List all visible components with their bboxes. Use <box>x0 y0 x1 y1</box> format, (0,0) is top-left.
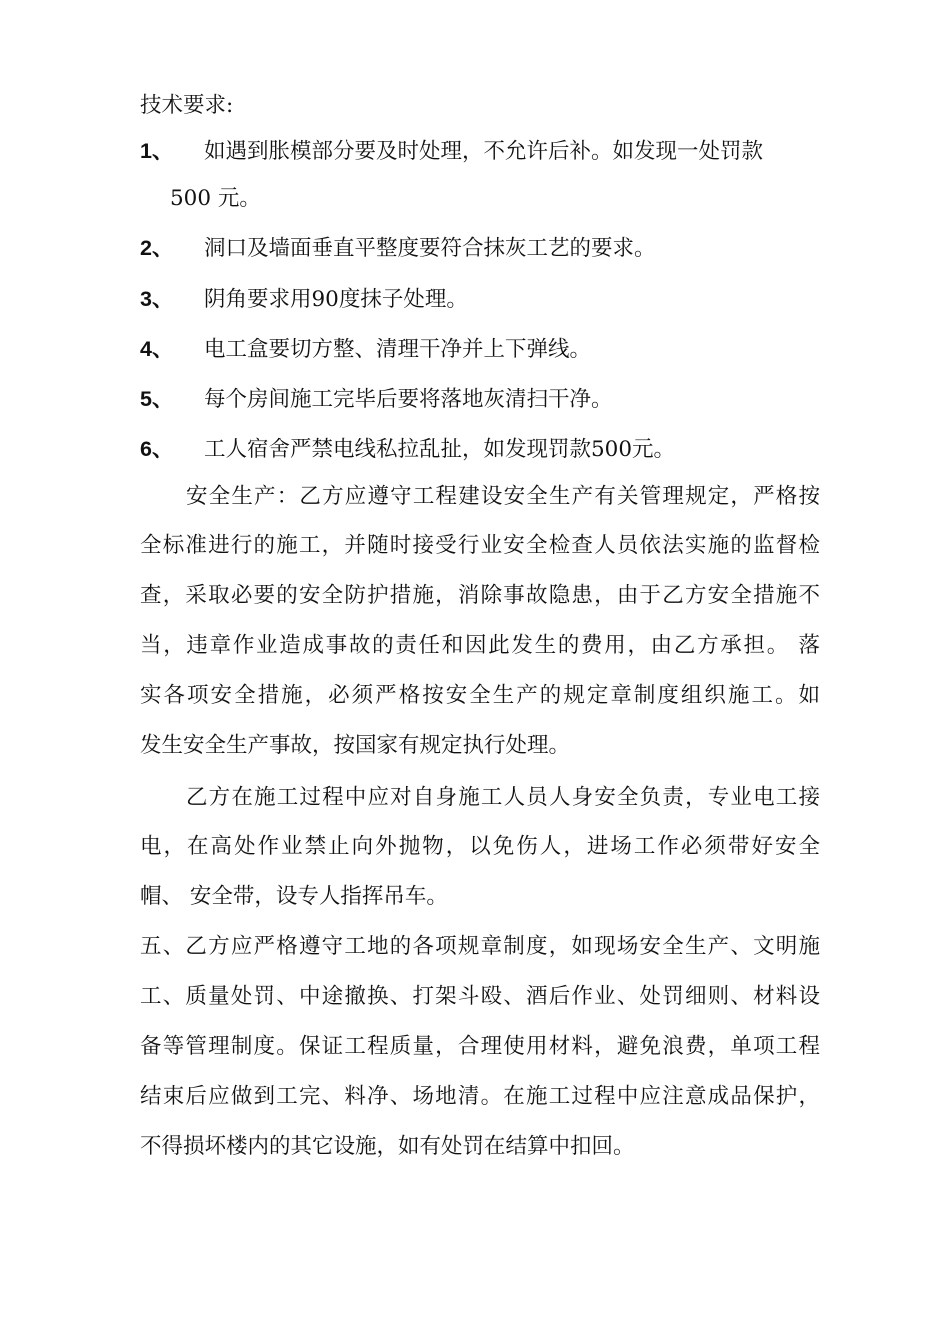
requirement-text: 洞口及墙面垂直平整度要符合抹灰工艺的要求。 <box>204 236 656 261</box>
section-five-line: 工、质量处罚、中途撤换、打架斗殴、酒后作业、处罚细则、材料设 <box>140 984 820 1009</box>
personnel-paragraph-line: 帽、 安全带，设专人指挥吊车。 <box>140 884 448 909</box>
safety-paragraph-line: 安全生产：乙方应遵守工程建设安全生产有关管理规定，严格按 <box>186 484 820 509</box>
requirement-item-4 <box>140 334 820 365</box>
requirement-text: 电工盒要切方整、清理干净并上下弹线。 <box>204 337 592 362</box>
requirement-text: 如遇到胀模部分要及时处理，不允许后补。如发现一处罚款 <box>204 139 764 164</box>
requirement-item-3 <box>140 284 820 315</box>
requirement-text: 阴角要求用90度抹子处理。 <box>204 287 468 312</box>
requirement-number: 3、 <box>140 287 174 311</box>
section-five-line: 不得损坏楼内的其它设施，如有处罚在结算中扣回。 <box>140 1134 635 1159</box>
requirements-heading: 技术要求: <box>140 93 234 118</box>
requirement-number: 2、 <box>140 236 174 260</box>
personnel-paragraph-line: 乙方在施工过程中应对自身施工人员人身安全负责，专业电工接 <box>186 785 820 810</box>
section-five-line: 备等管理制度。保证工程质量，合理使用材料，避免浪费，单项工程 <box>140 1034 820 1059</box>
section-five-line: 五、乙方应严格遵守工地的各项规章制度，如现场安全生产、文明施 <box>140 934 820 959</box>
requirement-item-1 <box>140 136 820 167</box>
requirement-text: 工人宿舍严禁电线私拉乱扯，如发现罚款500元。 <box>204 437 676 462</box>
safety-paragraph-line: 实各项安全措施，必须严格按安全生产的规定章制度组织施工。如 <box>140 683 820 708</box>
requirement-number: 5、 <box>140 387 174 411</box>
safety-paragraph-line: 全标准进行的施工，并随时接受行业安全检查人员依法实施的监督检 <box>140 533 820 558</box>
safety-paragraph-line: 查，采取必要的安全防护措施，消除事故隐患，由于乙方安全措施不 <box>140 583 820 608</box>
requirement-number: 6、 <box>140 437 174 461</box>
section-five-line: 结束后应做到工完、料净、场地清。在施工过程中应注意成品保护， <box>140 1084 820 1109</box>
personnel-paragraph-line: 电，在高处作业禁止向外抛物，以免伤人，进场工作必须带好安全 <box>140 834 820 859</box>
requirement-item-2 <box>140 233 820 264</box>
requirement-item-6 <box>140 434 820 465</box>
requirement-number: 4、 <box>140 337 174 361</box>
requirement-item-1-continuation: 500 元。 <box>170 186 261 211</box>
safety-paragraph-line: 发生安全生产事故，按国家有规定执行处理。 <box>140 733 571 758</box>
requirement-item-5 <box>140 384 820 415</box>
safety-paragraph-line: 当，违章作业造成事故的责任和因此发生的费用，由乙方承担。 落 <box>140 633 820 658</box>
requirement-number: 1、 <box>140 139 174 163</box>
requirement-text: 每个房间施工完毕后要将落地灰清扫干净。 <box>204 387 613 412</box>
